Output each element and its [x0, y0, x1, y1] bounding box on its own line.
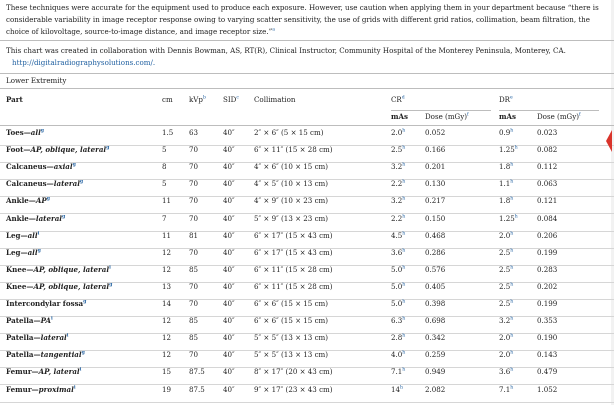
cm-cell: 8	[162, 162, 167, 172]
table-row	[0, 232, 614, 249]
cm-cell: 7	[162, 213, 167, 223]
sid-cell: 40″	[223, 333, 235, 343]
dr-dose-cell: 0.112	[537, 162, 558, 172]
col-cell: 4″ × 9″ (10 × 23 cm)	[254, 196, 329, 206]
dr-mas-cell: 3.2$^h$	[499, 316, 514, 326]
row-divider	[0, 402, 614, 403]
header-dr-dose: Dose (mGy)$^f$	[537, 112, 581, 121]
dr-dose-cell: 0.023	[537, 128, 558, 137]
page-marker-icon	[606, 130, 612, 152]
col-cell: 6″ × 6″ (15 × 15 cm)	[254, 299, 329, 308]
cr-dose-cell: 0.052	[425, 128, 446, 137]
dr-dose-cell: 0.121	[537, 196, 558, 206]
part-cell: Femur—proximal$^i$	[6, 384, 76, 394]
dr-dose-cell: 0.082	[537, 145, 558, 155]
col-cell: 6″ × 17″ (15 × 43 cm)	[254, 247, 333, 257]
header-dr: $DR^e$	[499, 95, 513, 104]
part-cell: Calcaneus—lateral$^g$	[6, 179, 84, 189]
table-row	[0, 300, 614, 317]
cr-dose-cell: 0.468	[425, 230, 446, 240]
dr-mas-cell: 2.5$^h$	[499, 247, 514, 257]
header-cr-mas: mAs	[391, 112, 409, 121]
table-row	[0, 146, 614, 163]
kvp-cell: 70	[189, 247, 199, 257]
cr-mas-cell: 4.0$^h$	[391, 350, 406, 360]
col-cell: 8″ × 17″ (20 × 43 cm)	[254, 367, 333, 377]
dr-dose-cell: 0.206	[537, 230, 558, 240]
table-row	[0, 368, 614, 385]
part-cell: Calcaneus—axial$^g$	[6, 162, 76, 172]
cr-dose-cell: 0.130	[425, 179, 446, 189]
dr-mas-cell: 7.1$^h$	[499, 384, 514, 394]
cr-mas-cell: 2.2$^h$	[391, 179, 406, 189]
cr-mas-cell: 2.2$^h$	[391, 213, 406, 223]
header-divider	[0, 125, 614, 126]
col-cell: 6″ × 11″ (15 × 28 cm)	[254, 145, 333, 155]
cm-cell: 13	[162, 281, 172, 291]
cm-cell: 11	[162, 196, 172, 206]
cr-mas-cell: 7.1$^h$	[391, 367, 406, 377]
sid-cell: 40″	[223, 264, 235, 274]
sid-cell: 40″	[223, 213, 235, 223]
cr-dose-cell: 0.166	[425, 145, 446, 155]
sid-cell: 40″	[223, 247, 235, 257]
cr-dose-cell: 0.342	[425, 333, 446, 343]
cm-cell: 12	[162, 316, 172, 326]
sid-cell: 40″	[223, 281, 235, 291]
dr-dose-cell: 0.084	[537, 213, 558, 223]
cr-mas-cell: 5.0$^h$	[391, 264, 406, 274]
dr-dose-cell: 0.353	[537, 316, 558, 326]
kvp-cell: 87.5	[189, 367, 205, 377]
dr-dose-cell: 0.479	[537, 367, 558, 377]
intro-paragraph: These techniques were accurate for the equipment used to produce each exposure. However, use caution when applying them in your department because “there is considerable variability in image receptor response owing to varying scatter sensitivity, the use of grids with different grid ratios, collimation, beam filtration, the choice of kilovoltage, source-to-image distance, and image receptor size.”$^a$	[6, 3, 599, 37]
cr-mas-cell: 14$^h$	[391, 384, 403, 394]
dr-dose-cell: 0.199	[537, 247, 558, 257]
part-cell: Patella—lateral$^i$	[6, 333, 69, 343]
header-cr: $CR^d$	[391, 95, 405, 104]
kvp-cell: 70	[189, 196, 199, 206]
dr-mas-cell: 1.8$^h$	[499, 196, 514, 206]
table-row	[0, 249, 614, 266]
part-cell: Leg—all$^i$	[6, 230, 40, 240]
dr-dose-cell: 1.052	[537, 384, 558, 394]
sid-cell: 40″	[223, 128, 235, 137]
header-dr-mas: mAs	[499, 112, 517, 121]
dr-mas-cell: 2.5$^h$	[499, 299, 514, 308]
cr-mas-cell: 4.5$^h$	[391, 230, 406, 240]
table-row	[0, 283, 614, 300]
cr-dose-cell: 0.949	[425, 367, 446, 377]
table-row	[0, 317, 614, 334]
sid-cell: 40″	[223, 299, 235, 308]
header-cm: cm	[162, 95, 173, 104]
table-row	[0, 163, 614, 180]
table-row	[0, 215, 614, 232]
table-subheader	[0, 113, 614, 125]
part-cell: Knee—AP, oblique, lateral$^i$	[6, 264, 111, 274]
section-title: Lower Extremity	[6, 76, 67, 85]
dr-dose-cell: 0.199	[537, 299, 558, 308]
dr-mas-cell: 3.6$^h$	[499, 367, 514, 377]
cr-mas-cell: 3.6$^h$	[391, 247, 406, 257]
kvp-cell: 70	[189, 162, 199, 172]
dr-mas-cell: 2.0$^h$	[499, 350, 514, 360]
dr-dose-cell: 0.202	[537, 281, 558, 291]
table-row	[0, 386, 614, 403]
kvp-cell: 70	[189, 350, 199, 360]
sid-cell: 40″	[223, 367, 235, 377]
sid-cell: 40″	[223, 179, 235, 189]
dr-underline	[499, 110, 599, 111]
cr-dose-cell: 0.217	[425, 196, 446, 206]
cm-cell: 12	[162, 350, 172, 360]
credit-link[interactable]: http://digitalradiographysolutions.com/.	[12, 57, 156, 67]
cr-dose-cell: 0.259	[425, 350, 446, 360]
part-cell: Leg—all$^g$	[6, 247, 41, 257]
credit-note: This chart was created in collaboration with Dennis Bowman, AS, RT(R), Clinical Instructor, Community Hospital of the Monterey Peninsula, Monterey, CA. http://digitalradiographysolutions.com/.	[6, 46, 566, 67]
table-row	[0, 351, 614, 368]
table-row	[0, 334, 614, 351]
dr-dose-cell: 0.063	[537, 179, 558, 189]
kvp-cell: 85	[189, 264, 199, 274]
col-cell: 6″ × 17″ (15 × 43 cm)	[254, 230, 333, 240]
part-cell: Foot—AP, oblique, lateral$^g$	[6, 145, 110, 155]
col-cell: 5″ × 5″ (13 × 13 cm)	[254, 333, 329, 343]
header-cr-dose: Dose (mGy)$^f$	[425, 112, 469, 121]
col-cell: 9″ × 17″ (23 × 43 cm)	[254, 384, 333, 394]
sid-cell: 40″	[223, 145, 235, 155]
cr-mas-cell: 5.0$^h$	[391, 281, 406, 291]
cm-cell: 15	[162, 367, 172, 377]
part-cell: $Patella—PA^i$	[6, 316, 53, 326]
col-cell: 5″ × 5″ (13 × 13 cm)	[254, 350, 329, 360]
cr-dose-cell: 0.398	[425, 299, 446, 308]
dr-mas-cell: 2.0$^h$	[499, 333, 514, 343]
header-sid: SID$^c$	[223, 95, 239, 104]
cm-cell: 14	[162, 299, 172, 308]
col-cell: 4″ × 6″ (10 × 15 cm)	[254, 162, 329, 172]
dr-mas-cell: 2.0$^h$	[499, 230, 514, 240]
cr-underline	[391, 110, 491, 111]
kvp-cell: 70	[189, 179, 199, 189]
kvp-cell: 70	[189, 299, 199, 308]
cr-mas-cell: 3.2$^h$	[391, 196, 406, 206]
part-cell: Intercondylar fossa$^g$	[6, 299, 87, 308]
divider	[0, 40, 614, 41]
header-collimation: Collimation	[254, 95, 296, 104]
cr-dose-cell: 0.698	[425, 316, 446, 326]
kvp-cell: 85	[189, 333, 199, 343]
cr-dose-cell: 0.150	[425, 213, 446, 223]
part-cell: Ankle—lateral$^g$	[6, 213, 66, 223]
table-row	[0, 266, 614, 283]
dr-mas-cell: 1.25$^h$	[499, 213, 518, 223]
col-cell: 6″ × 6″ (15 × 15 cm)	[254, 316, 329, 326]
cr-mas-cell: 2.8$^h$	[391, 333, 406, 343]
kvp-cell: 87.5	[189, 384, 205, 394]
kvp-cell: 70	[189, 281, 199, 291]
dr-mas-cell: 0.9$^h$	[499, 128, 514, 137]
cr-mas-cell: 2.5$^h$	[391, 145, 406, 155]
cr-mas-cell: 5.0$^h$	[391, 299, 406, 308]
table-header	[0, 96, 614, 108]
col-cell: 5″ × 9″ (13 × 23 cm)	[254, 213, 329, 223]
sid-cell: 40″	[223, 162, 235, 172]
col-cell: 2″ × 6″ (5 × 15 cm)	[254, 128, 324, 137]
sid-cell: 40″	[223, 350, 235, 360]
part-cell: Knee—AP, oblique, lateral$^g$	[6, 281, 113, 291]
col-cell: 6″ × 11″ (15 × 28 cm)	[254, 281, 333, 291]
cm-cell: 5	[162, 145, 167, 155]
cm-cell: 19	[162, 384, 172, 394]
header-kvp: kVp$^b$	[189, 95, 206, 104]
kvp-cell: 70	[189, 213, 199, 223]
cr-mas-cell: 2.0$^h$	[391, 128, 406, 137]
cr-mas-cell: 3.2$^h$	[391, 162, 406, 172]
cm-cell: 11	[162, 230, 172, 240]
part-cell: $Ankle—AP^g$	[6, 196, 50, 206]
cr-dose-cell: 2.082	[425, 384, 446, 394]
cm-cell: 1.5	[162, 128, 174, 137]
kvp-cell: 81	[189, 230, 199, 240]
cr-dose-cell: 0.286	[425, 247, 446, 257]
col-cell: 6″ × 11″ (15 × 28 cm)	[254, 264, 333, 274]
kvp-cell: 85	[189, 316, 199, 326]
dr-mas-cell: 2.5$^h$	[499, 281, 514, 291]
cm-cell: 5	[162, 179, 167, 189]
table-row	[0, 180, 614, 197]
part-cell: Femur—AP, lateral$^i$	[6, 367, 82, 377]
part-cell: Patella—tangential$^g$	[6, 350, 85, 360]
cr-dose-cell: 0.201	[425, 162, 446, 172]
cm-cell: 12	[162, 333, 172, 343]
cr-mas-cell: 6.3$^h$	[391, 316, 406, 326]
dr-mas-cell: 1.25$^h$	[499, 145, 518, 155]
dr-dose-cell: 0.143	[537, 350, 558, 360]
sid-cell: 40″	[223, 196, 235, 206]
part-cell: Toes—all$^g$	[6, 128, 45, 137]
sid-cell: 40″	[223, 316, 235, 326]
kvp-cell: 63	[189, 128, 199, 137]
kvp-cell: 70	[189, 145, 199, 155]
header-part: Part	[6, 95, 23, 104]
divider	[0, 88, 614, 89]
table-row	[0, 129, 614, 146]
cr-dose-cell: 0.405	[425, 281, 446, 291]
sid-cell: 40″	[223, 384, 235, 394]
cm-cell: 12	[162, 247, 172, 257]
cm-cell: 12	[162, 264, 172, 274]
dr-mas-cell: 1.8$^h$	[499, 162, 514, 172]
table-row	[0, 197, 614, 214]
dr-mas-cell: 1.1$^h$	[499, 179, 514, 189]
cr-dose-cell: 0.576	[425, 264, 446, 274]
dr-dose-cell: 0.190	[537, 333, 558, 343]
dr-dose-cell: 0.283	[537, 264, 558, 274]
dr-mas-cell: 2.5$^h$	[499, 264, 514, 274]
sid-cell: 40″	[223, 230, 235, 240]
col-cell: 4″ × 5″ (10 × 13 cm)	[254, 179, 329, 189]
divider	[0, 73, 614, 74]
